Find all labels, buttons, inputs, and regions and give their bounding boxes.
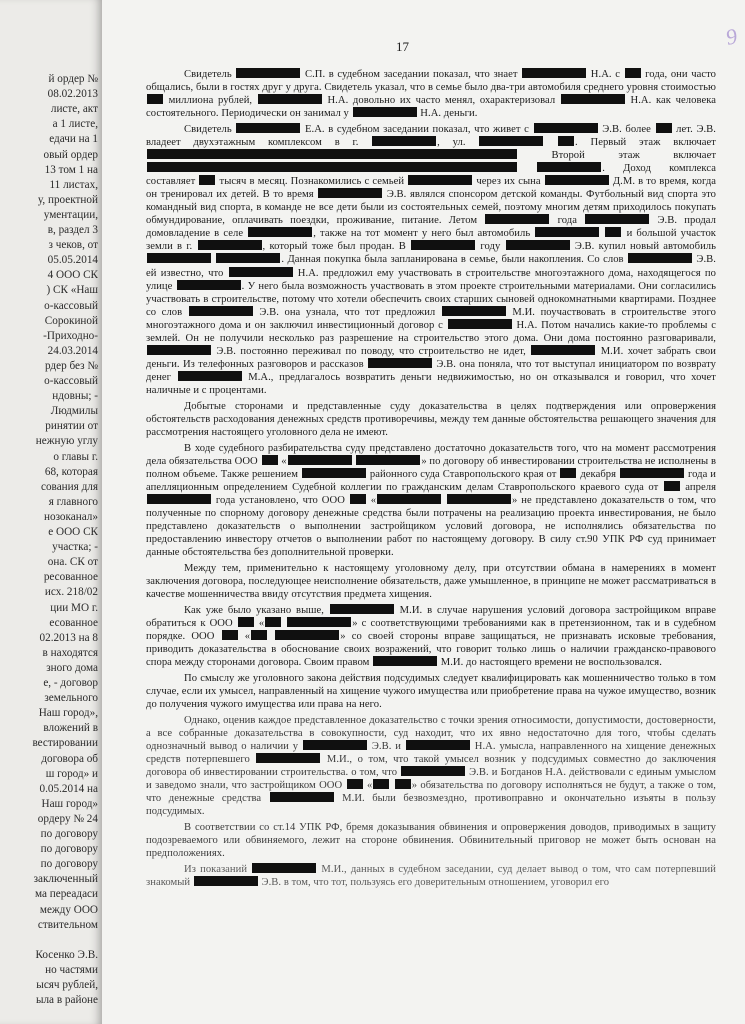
redaction-box [585,214,649,224]
previous-page-fragment: ордеру № 24 [37,812,98,825]
previous-page-fragment: 11 листах, [49,178,98,191]
redaction-box [545,175,609,185]
redaction-box [442,306,506,316]
previous-page-fragment: у, проектной [37,193,98,206]
previous-page-fragment: по договору [40,843,98,856]
redaction-box [350,494,366,504]
previous-page-fragment: нозоканал» [44,510,98,523]
redaction-box [265,617,281,627]
previous-page-fragment: исх. 218/02 [44,586,98,599]
redaction-box [537,162,601,172]
handwritten-page-mark: 9 [723,23,740,50]
redaction-box [303,740,367,750]
redaction-box [347,779,363,789]
redaction-box [147,253,211,263]
paragraph: Между тем, применительно к настоящему уголовному делу, при отсутствии обмана в намерениях в момент заключения договора, последующее неисполнение обязательств, даже умышленное, в принципе не может рассматриваться в качестве мошенничества ввиду отсутствия предмета хищения. [146,562,716,601]
previous-page-fragment: ) СК «Наш [46,284,98,297]
previous-page-fragment: Сорокиной [44,314,98,327]
previous-page-fragment: 02.2013 на 8 [39,631,98,644]
previous-page-fragment: о главы г. [53,450,98,463]
previous-page-fragment: ндовны; - [52,390,98,403]
previous-page-fragment: рдер без № [44,359,98,372]
paragraph: Однако, оценив каждое представленное доказательство с точки зрения относимости, допустимости, достоверности, а все собранные доказательства в совокупности, суд находит, что их явно недостаточно для того, чтобы сделать однозначный вывод о наличии у Э.В. и Н.А. умысла, направленного на хищение денежных средств потерпевшего М.И., о том, что такой умысел возник у подсудимых совместно до заключения договора об инвестировании строительства. о том, что Э.В. и Богданов Н.А. действовали с единым умыслом и заведомо знали, что застройщиком ООО « » обязательства по договору исполняться не будут, а также о том, что денежные средства М.И. были безвозмездно, противоправно и окончательно изъяты в пользу подсудимых. [146,714,716,818]
previous-page-fragment: й ордер № [48,73,98,85]
redaction-box [531,345,595,355]
page-number: 17 [396,39,409,54]
redaction-box [625,68,641,78]
redaction-box [288,455,352,465]
previous-page-fragment: заключенный [33,873,98,886]
redaction-box [330,604,394,614]
previous-page-fragment: 05.05.2014 [47,254,98,267]
redaction-box [401,766,465,776]
redaction-box [506,240,570,250]
previous-page-fragment: 4 ООО СК [47,269,98,282]
redaction-box [373,656,437,666]
previous-page-fragment: 68, которая [44,465,98,478]
previous-page-fragment: о-кассовый [44,299,98,312]
previous-page-fragment: 13 том 1 на [44,163,98,176]
previous-page-fragment: листе, акт [50,103,98,116]
redaction-box [258,94,322,104]
redaction-box [256,753,320,763]
previous-page-fragment: 08.02.2013 [47,88,98,101]
previous-page-fragment: ма переадаси [35,888,98,901]
previous-page-fragment: Косенко Э.В. [35,948,98,961]
previous-page-fragment: ресованное [43,571,98,584]
previous-page-fragment: есованное [49,616,98,629]
previous-page-fragment: 0.05.2014 на [39,782,98,795]
previous-page-fragment: сования для [41,480,98,493]
redaction-box [147,345,211,355]
redaction-box [522,68,586,78]
redaction-box [534,123,598,133]
redaction-box [656,123,672,133]
redaction-box [147,162,517,172]
previous-page-fragment: ции МО г. [50,601,98,614]
paragraph: В соответствии со ст.14 УПК РФ, бремя доказывания обвинения и опровержения доводов, приводимых в защиту подозреваемого или обвиняемого, лежит на стороне обвинения. Обвинительный приговор не может быть основан на предположениях. [146,822,716,860]
redaction-box [216,253,280,263]
redaction-box [620,468,684,478]
previous-page-fragment: а 1 листе, [52,118,98,131]
redaction-box [372,136,436,146]
redaction-box [377,494,441,504]
redaction-box [178,371,242,381]
previous-page-fragment: участка; - [52,541,98,554]
paragraph: Из показаний М.И., данных в судебном заседании, суд делает вывод о том, что сам потерпевший знакомый Э.В. в том, что тот, пользуясь его доверительным отношением, уговорил его [146,863,716,888]
redaction-box [628,253,692,263]
redaction-box [262,455,278,465]
redaction-box [356,455,420,465]
redaction-box [189,306,253,316]
redaction-box [222,630,238,640]
redaction-box [447,494,511,504]
previous-page-fragment: о-кассовый [44,375,98,387]
redaction-box [229,267,293,277]
previous-page-fragment: но частями [45,963,98,976]
redaction-box [275,630,339,640]
previous-page-fragment: между ООО [39,903,98,916]
previous-page-fragment: Наш город», [38,707,98,720]
redaction-box [664,481,680,491]
redaction-box [248,227,312,237]
previous-page-fragment: по договору [40,828,98,840]
redaction-box [485,214,549,224]
previous-page-fragment: ыла в районе [35,994,98,1007]
redaction-box [535,227,599,237]
document-body [146,68,716,892]
redaction-box [198,240,262,250]
paragraph: Как уже было указано выше, М.И. в случае нарушения условий договора застройщиком вправе обратиться к ООО « » с соответствующими требованиями как в претензионном, так и в судебном порядке. ООО « » со своей стороны вправе защищаться, не признавать исковые требования, приводить доказательства в обоснование своих возражений, что говорит только лишь о наличии гражданско-правового спора между сторонами договора. Своим правом М.И. до настоящего времени не воспользовался. [146,604,717,669]
paragraph: Добытые сторонами и представленные суду доказательства в целях подтверждения или опровержения обстоятельств расходования денежных средств противоречивы, между тем данные обстоятельства решающего значения для рассмотрения настоящего уголовного дела не имеют. [146,400,716,438]
paragraph: Свидетель Е.А. в судебном заседании показал, что живет с Э.В. более лет. Э.В. владеет двухэтажным комплексом в г. , ул. . Первый этаж включает Второй этаж включает . Доход комплекса составляет тысяч в месяц. Познакомились с семьей через их сына Д.М. в то время, когда он тренировал их детей. В то время Э.В. являлся спонсором детской команды. Футбольный вид спорта это командный вид спорта, в команде не все дети были из состоятельных семей, поэтому многим детям приходилось покупать обмундирование, оплачивать поездки, проживание, питание. Летом года Э.В. продал домовладение в селе , также на тот момент у него был автомобиль и большой участок земли в г. , который тоже был продан. В году Э.В. купил новый автомобиль . Данная покупка была запланирована в семье, были накопления. Со слов Э.В. ей известно, что Н.А. предложил ему участвовать в строительстве многоэтажного дома, находящегося по улице . У него была возможность участвовать в этом проекте строительными материалами. Они согласились участвовать в строительстве, потому что хотели обеспечить своих старших сыновей однокомнатными квартирами. Позднее со слов Э.В. она узнала, что тот предложил М.И. поучаствовать в строительстве этого многоэтажного дома и он заключил инвестиционный договор с Н.А. Потом начались какие-то проблемы с землей. Он не получили несколько раз разрешение на строительство этого дома. Они дома постоянно разговаривали, Э.В. постоянно переживал по поводу, что строительство не идет, М.И. хочет забрать свои деньги. Из телефонных разговоров и рассказов Э.В. она поняла, что тот выступал инициатором по возврату денег М.А., предлагалось возвратить деньги недвижимостью, но он отказывался и говорил, что хочет наличные и с процентами. [146,123,717,396]
previous-page-fragment: з чеков, от [48,239,98,252]
redaction-box [560,468,576,478]
redaction-box [252,863,316,873]
redaction-box [251,630,267,640]
previous-page-fragment: ументации, [43,208,98,221]
previous-page-fragment: нежную углу [35,435,98,448]
redaction-box [236,68,300,78]
paragraph: В ходе судебного разбирательства суду представлено достаточно доказательств того, что на момент рассмотрения дела обязательства ООО « » по договору об инвестировании строительства не исполнены в полном объеме. Также решением районного суда Ставропольского края от декабря года и апелляционным определением Судебной коллегии по гражданским делам Ставропольского краевого суда от апреля года установлено, что ООО « » не представлено доказательств о том, что полученные по спорному договору денежные средства были потрачены на реализацию проекта инвестирования, не было представлено доказательств о выполнении застройщиком условий договора, не исполнялись обязательства по предоставлению инвестору отчетов о выполнении работ по настоящему договору. В силу ст.90 УПК РФ суд принимает данные обстоятельства без дополнительной проверки. [146,442,717,559]
previous-page-fragment: едачи на 1 [49,133,98,146]
redaction-box [236,123,300,133]
previous-page-fragment: ш город» и [45,767,98,780]
redaction-box [373,779,389,789]
previous-page-fragment: в, раздел 3 [47,224,98,236]
previous-page-fragment: овый ордер [43,148,98,161]
redaction-box [605,227,621,237]
redaction-box [558,136,574,146]
redaction-box [561,94,625,104]
redaction-box [147,149,517,159]
previous-page-fragment: договора об [41,752,98,765]
redaction-box [479,136,543,146]
redaction-box [318,188,382,198]
paragraph: По смыслу же уголовного закона действия подсудимых следует квалифицировать как мошенничество только в том случае, если их умысел, направленный на хищение чужого имущества или приобретение права на чужое имущество, возник до получения чужого имущества или права на него. [146,672,716,710]
previous-page-fragment: вложений в [43,722,98,735]
previous-page-fragment: Наш город» [41,797,98,810]
redaction-box [194,876,258,886]
redaction-box [406,740,470,750]
previous-page-fragment: -Приходно- [43,329,98,342]
previous-page-fragment: я главного [48,495,98,508]
previous-page-fragment: вестировании [32,737,98,750]
redaction-box [199,175,215,185]
redaction-box [270,792,334,802]
redaction-box [408,175,472,185]
paragraph: Свидетель С.П. в судебном заседании показал, что знает Н.А. с года, они часто общались, были в гостях друг у друга. Свидетель указал, что в семье было два-три автомобиля среднего уровня стоимостью миллиона рублей, Н.А. довольно их часто менял, охарактеризовал Н.А. как человека состоятельного. Периодически он занимал у Н.А. деньги. [146,69,716,120]
redaction-box [147,94,163,104]
previous-page-fragment: по договору [40,858,98,871]
previous-page-fragment: зного дома [46,661,98,674]
redaction-box [177,280,241,290]
redaction-box [353,107,417,117]
previous-page-fragment: в находятся [42,646,98,659]
previous-page-edge [0,0,102,1024]
previous-page-fragment: 24.03.2014 [47,344,98,357]
redaction-box [448,319,512,329]
redaction-box [302,468,366,478]
previous-page-fragment: ствительном [37,918,98,931]
previous-page-fragment: е, - договор [43,677,98,689]
redaction-box [411,240,475,250]
previous-page-fragment: е ООО СК [48,526,98,538]
redaction-box [238,617,254,627]
redaction-box [287,617,351,627]
previous-page-fragment: ысяч рублей, [36,979,98,991]
previous-page-fragment: Людмилы [50,405,98,418]
previous-page-fragment: земельного [44,692,98,705]
previous-page-fragment: она. СК от [47,556,98,569]
redaction-box [395,779,411,789]
previous-page-fragment: ринятии от [45,420,98,433]
redaction-box [368,358,432,368]
redaction-box [147,494,211,504]
